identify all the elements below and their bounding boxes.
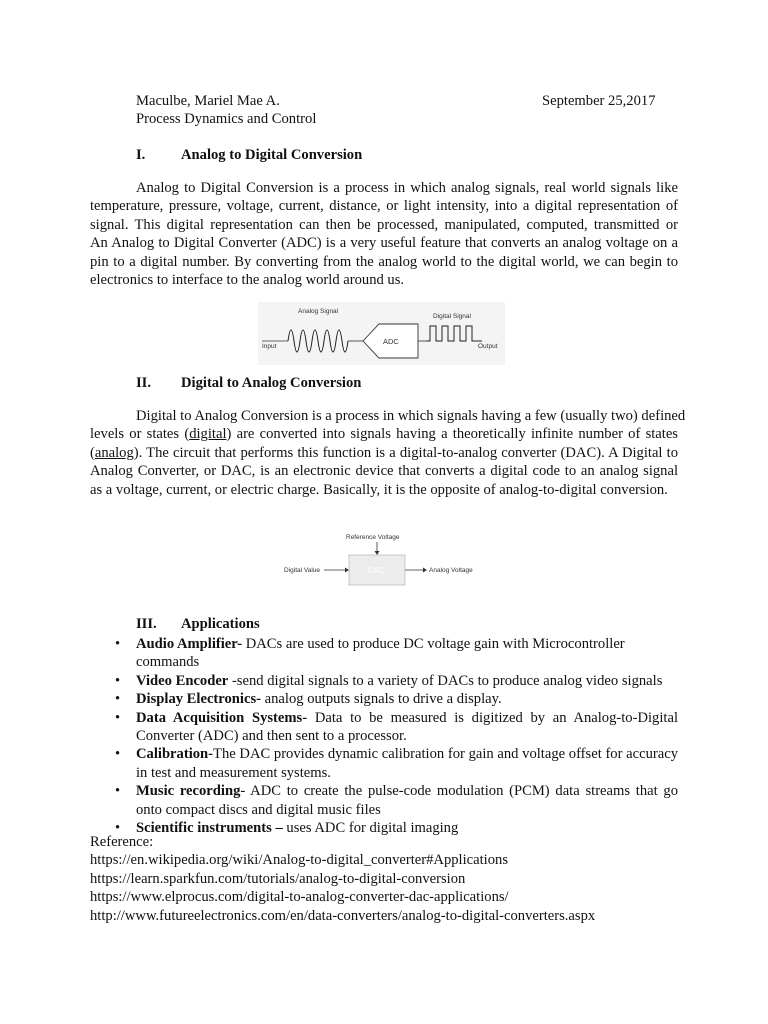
references <box>90 833 595 925</box>
digital-value-label: Digital Value <box>284 567 321 574</box>
reference-link[interactable]: https://www.elprocus.com/digital-to-analog-converter-dac-applications/ <box>90 889 509 906</box>
section-1-paragraph <box>90 179 678 289</box>
section-1-number: I. <box>136 147 146 163</box>
section-2-number: II. <box>136 375 152 391</box>
item-term: Display Electronics- <box>136 691 261 708</box>
list-item <box>115 745 678 782</box>
analog-signal-label: Analog Signal <box>298 308 339 315</box>
paragraph-line: electronics to interface to the analog world around us. <box>90 271 405 288</box>
item-continuation: Converter (ADC) and then sent to a processor. <box>136 728 407 745</box>
item-term: Data Acquisition Systems- <box>136 709 308 726</box>
document-date: September 25,2017 <box>542 93 656 109</box>
bullet-icon: • <box>115 820 121 837</box>
item-text: The DAC provides dynamic calibration for gain and voltage offset for accuracy <box>213 746 678 763</box>
list-item <box>115 690 678 708</box>
analog-voltage-label: Analog Voltage <box>429 567 473 574</box>
reference-voltage-label: Reference Voltage <box>346 534 400 541</box>
text-run: ). The circuit that performs this function is a digital-to-analog converter (DAC). A Digital to <box>133 444 678 461</box>
section-3-title: Applications <box>181 616 260 632</box>
section-3-number: III. <box>136 616 157 632</box>
list-item <box>115 635 678 672</box>
paragraph-line <box>90 444 678 462</box>
item-term: Video Encoder <box>136 672 229 689</box>
item-continuation: onto compact discs and digital music files <box>136 801 381 818</box>
input-label: Input <box>262 343 277 350</box>
item-term: Music recording <box>136 783 241 800</box>
item-text: uses ADC for digital imaging <box>282 820 459 837</box>
item-text: -send digital signals to a variety of DACs to produce analog video signals <box>228 672 663 689</box>
bullet-icon: • <box>115 783 121 800</box>
bullet-icon: • <box>115 691 121 708</box>
author-name: Maculbe, Mariel Mae A. <box>136 93 280 109</box>
paragraph-line: pin to a digital number. By converting from the analog world to the digital world, we can begin to <box>90 253 678 270</box>
item-text: DACs are used to produce DC voltage gain with Microcontroller commands <box>136 636 625 671</box>
reference-link[interactable]: https://en.wikipedia.org/wiki/Analog-to-digital_converter#Applications <box>90 852 509 869</box>
item-term: Audio Amplifier- <box>136 636 243 652</box>
item-continuation: in test and measurement systems. <box>136 764 331 781</box>
list-item <box>115 672 678 690</box>
adc-block-label: ADC <box>383 337 399 346</box>
bullet-icon: • <box>115 672 121 689</box>
text-run: ( <box>90 444 95 461</box>
list-item <box>115 782 678 819</box>
item-term: Scientific instruments – <box>136 820 283 837</box>
paragraph-line: signal. This digital representation can then be processed, manipulated, computed, transmitted or <box>90 216 678 233</box>
item-text: Data to be measured is digitized by an Analog-to-Digital <box>307 709 678 726</box>
adc-diagram <box>258 302 505 365</box>
text-run: ) are converted into signals having a theoretically infinite number of states <box>226 426 678 443</box>
paragraph-line: An Analog to Digital Converter (ADC) is a very useful feature that converts an analog voltage on a <box>90 235 678 252</box>
paragraph-line: temperature, pressure, voltage, current, distance, or light intensity, into a digital representation of <box>90 198 678 215</box>
analog-link[interactable]: analog <box>94 444 134 461</box>
text-run: levels or states ( <box>90 426 190 443</box>
digital-signal-label: Digital Signal <box>433 313 471 320</box>
digital-link[interactable]: digital <box>189 426 227 443</box>
course-name: Process Dynamics and Control <box>136 111 317 127</box>
bullet-icon: • <box>115 746 121 763</box>
dac-block-label: DAC <box>368 566 385 575</box>
paragraph-line: as a voltage, current, or electric charge. Basically, it is the opposite of analog-to-digital conversion. <box>90 481 668 498</box>
section-2-paragraph <box>90 407 686 499</box>
bullet-icon: • <box>115 636 121 652</box>
item-text: - ADC to create the pulse-code modulation (PCM) data streams that go <box>240 783 678 800</box>
references-heading: Reference: <box>90 834 154 850</box>
paragraph-line: Analog Converter, or DAC, is an electronic device that converts a digital code to an analog signal <box>90 463 678 480</box>
paragraph-line <box>90 425 678 443</box>
output-label: Output <box>478 343 498 350</box>
reference-link[interactable]: http://www.futureelectronics.com/en/data-converters/analog-to-digital-converters.aspx <box>90 907 596 924</box>
reference-link[interactable]: https://learn.sparkfun.com/tutorials/analog-to-digital-conversion <box>90 870 466 887</box>
section-2-title: Digital to Analog Conversion <box>181 375 362 391</box>
applications-list <box>115 635 678 837</box>
paragraph-line: Analog to Digital Conversion is a process in which analog signals, real world signals like <box>136 180 678 196</box>
section-1-title: Analog to Digital Conversion <box>181 147 363 163</box>
item-text: analog outputs signals to drive a display. <box>261 691 502 708</box>
dac-diagram <box>276 530 476 592</box>
paragraph-line: Digital to Analog Conversion is a process in which signals having a few (usually two) defined <box>136 408 686 424</box>
item-term: Calibration- <box>136 746 214 763</box>
list-item <box>115 709 678 746</box>
bullet-icon: • <box>115 709 121 726</box>
